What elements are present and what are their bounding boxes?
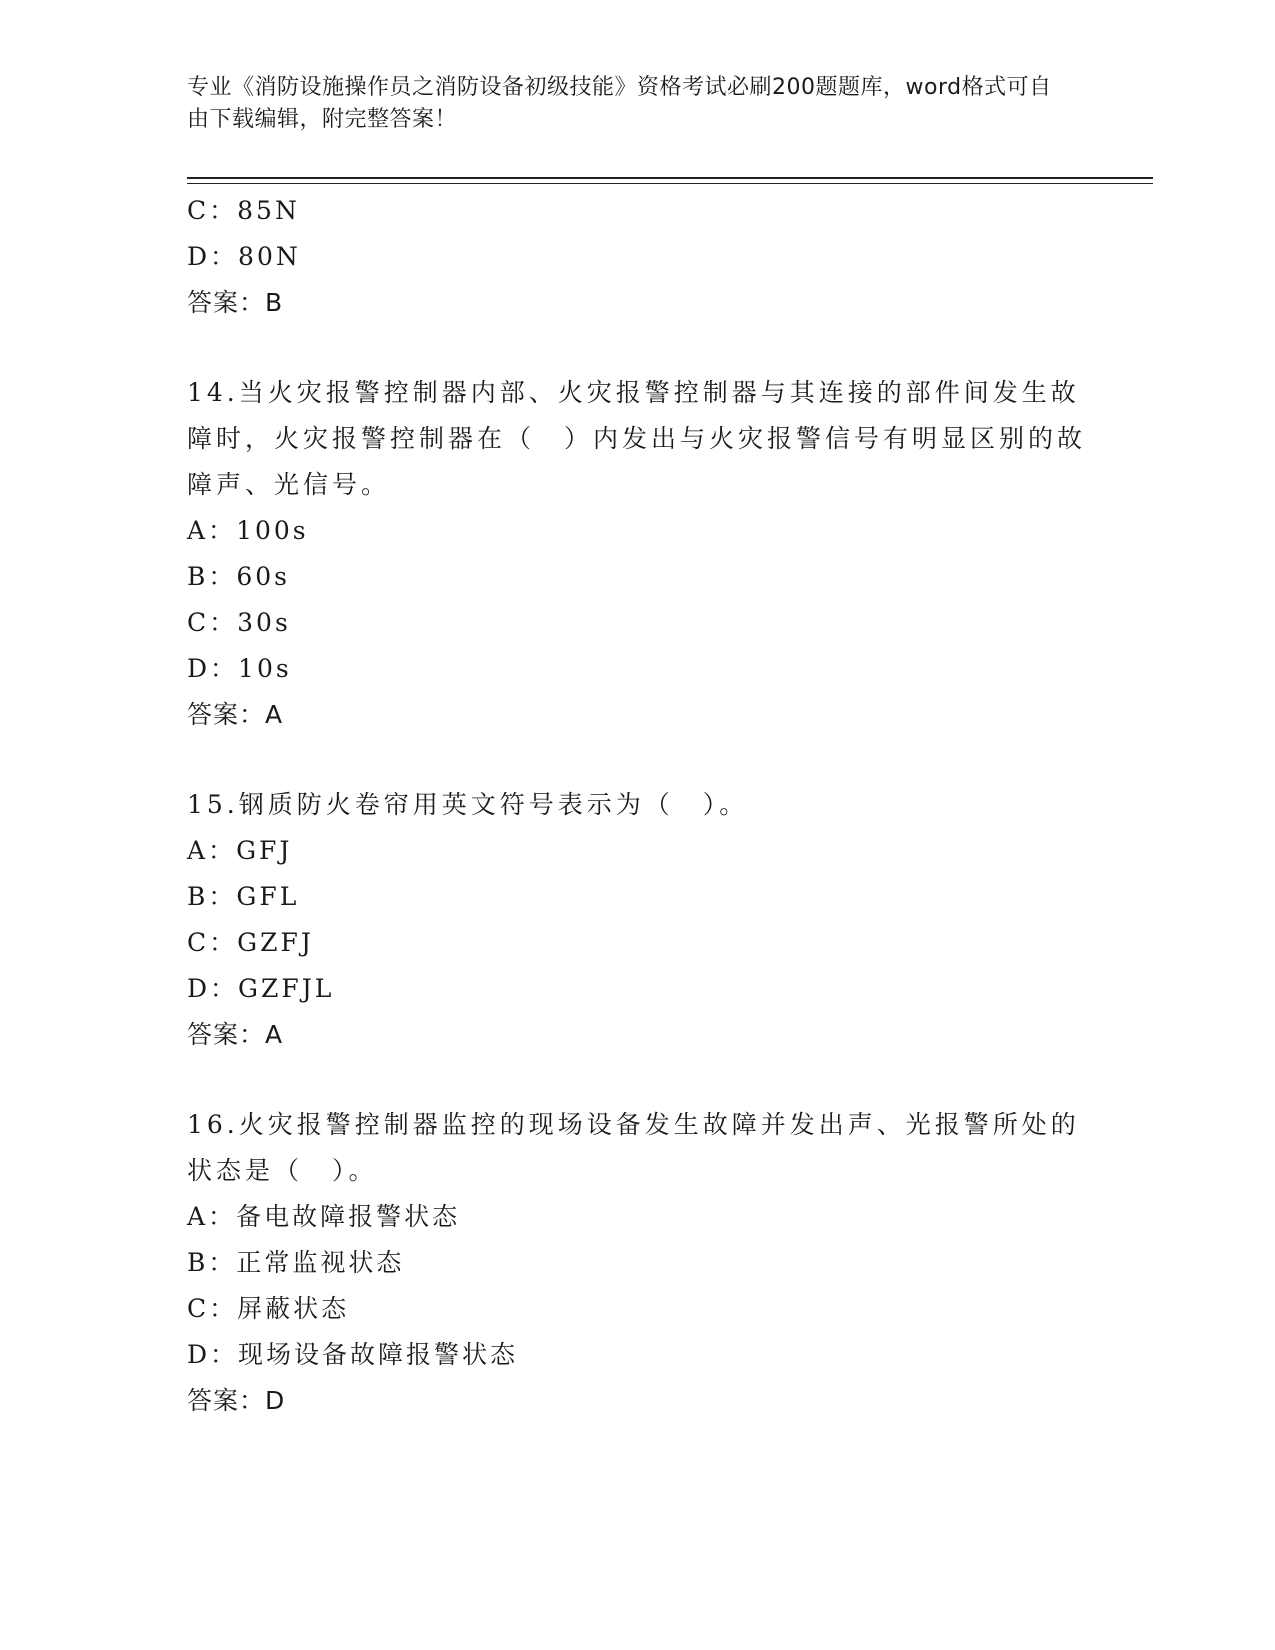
option-label: C： [187,928,238,957]
option-d [187,966,1087,1012]
option-label: A： [187,516,237,545]
option-b [187,554,1087,600]
option-d [187,234,1087,280]
answer-line: 答案：D [187,1386,286,1415]
document-body [187,188,1087,1424]
carryover-block [187,188,1087,326]
question-stem: 14.当火灾报警控制器内部、火灾报警控制器与其连接的部件间发生故障时，火灾报警控制器在（ ）内发出与火灾报警信号有明显区别的故障声、光信号。 [187,378,1087,499]
option-a [187,1194,1087,1240]
header-divider-thick [187,177,1153,179]
option-label: C： [187,1294,238,1323]
option-c [187,188,1087,234]
option-a [187,828,1087,874]
option-label: A： [187,836,237,865]
question-stem: 16.火灾报警控制器监控的现场设备发生故障并发出声、光报警所处的状态是（ ）。 [187,1110,1080,1185]
option-text: 80N [238,242,301,271]
header-divider-thin [187,183,1153,184]
answer-line: 答案：A [187,1020,284,1049]
option-label: D： [187,654,239,683]
option-label: C： [187,608,238,637]
option-text: GFL [236,882,300,911]
option-text: 现场设备故障报警状态 [238,1340,519,1369]
option-c [187,1286,1087,1332]
option-c [187,600,1087,646]
option-text: 备电故障报警状态 [236,1202,461,1231]
option-label: B： [187,562,237,591]
option-text: GZFJ [237,928,314,957]
option-text: 屏蔽状态 [237,1294,350,1323]
option-text: 30s [237,608,291,637]
option-text: GZFJL [238,974,335,1003]
option-label: B： [187,882,237,911]
option-text: 60s [236,562,291,591]
question-16 [187,1102,1087,1424]
answer-line: 答案：B [187,288,284,317]
question-14 [187,370,1087,738]
option-label: A： [187,1202,237,1231]
option-text: 85N [237,196,300,225]
option-text: 正常监视状态 [236,1248,405,1277]
option-text: 100s [236,516,309,545]
option-b [187,1240,1087,1286]
option-d [187,1332,1087,1378]
page-header: 专业《消防设施操作员之消防设备初级技能》资格考试必刷200题题库，word格式可自由下载编辑，附完整答案！ [187,75,1052,132]
option-label: D： [187,974,239,1003]
question-15 [187,782,1087,1058]
option-d [187,646,1087,692]
option-text: GFJ [236,836,293,865]
option-label: D： [187,242,239,271]
question-stem: 15.钢质防火卷帘用英文符号表示为（ ）。 [187,790,749,819]
option-a [187,508,1087,554]
option-label: C： [187,196,238,225]
answer-line: 答案：A [187,700,284,729]
option-text: 10s [238,654,292,683]
option-label: D： [187,1340,239,1369]
option-c [187,920,1087,966]
option-b [187,874,1087,920]
option-label: B： [187,1248,237,1277]
